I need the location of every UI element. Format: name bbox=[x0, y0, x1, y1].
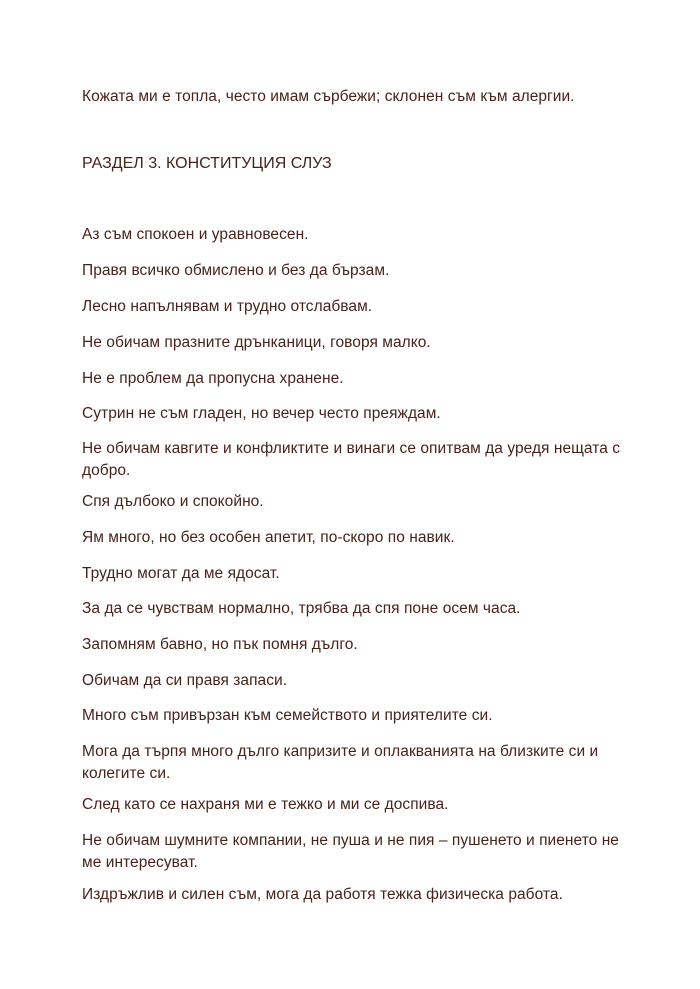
list-item: Трудно могат да ме ядосат. bbox=[82, 565, 280, 582]
list-item: Спя дълбоко и спокойно. bbox=[82, 493, 264, 510]
list-item: Мога да търпя много дълго капризите и оплакванията на близките си и колегите си. bbox=[82, 743, 599, 782]
list-item: Аз съм спокоен и уравновесен. bbox=[82, 226, 309, 243]
list-item: Сутрин не съм гладен, но вечер често преяждам. bbox=[82, 405, 441, 422]
list-item: Издръжлив и силен съм, мога да работя тежка физическа работа. bbox=[82, 886, 563, 903]
list-item: Правя всичко обмислено и без да бързам. bbox=[82, 262, 390, 279]
list-item: За да се чувствам нормално, трябва да спя поне осем часа. bbox=[82, 600, 521, 617]
list-item: Обичам да си правя запаси. bbox=[82, 672, 288, 689]
list-item: Не обичам празните дрънканици, говоря малко. bbox=[82, 334, 431, 351]
document-page bbox=[82, 0, 622, 989]
list-item: След като се нахраня ми е тежко и ми се доспива. bbox=[82, 796, 449, 813]
list-item: Лесно напълнявам и трудно отслабвам. bbox=[82, 298, 373, 315]
list-item: Ям много, но без особен апетит, по-скоро по навик. bbox=[82, 529, 455, 546]
list-item: Не обичам шумните компании, не пуша и не пия – пушенето и пиенето не ме интересуват. bbox=[82, 832, 619, 871]
list-item: Не обичам кавгите и конфликтите и винаги се опитвам да уредя нещата с добро. bbox=[82, 440, 621, 479]
list-item: Не е проблем да пропусна хранене. bbox=[82, 370, 344, 387]
list-item: Запомням бавно, но пък помня дълго. bbox=[82, 636, 358, 653]
intro-line: Кожата ми е топла, често имам сърбежи; склонен съм към алергии. bbox=[82, 88, 575, 105]
list-item: Много съм привързан към семейството и приятелите си. bbox=[82, 707, 493, 724]
section-heading: РАЗДЕЛ 3. КОНСТИТУЦИЯ СЛУЗ bbox=[82, 155, 332, 172]
